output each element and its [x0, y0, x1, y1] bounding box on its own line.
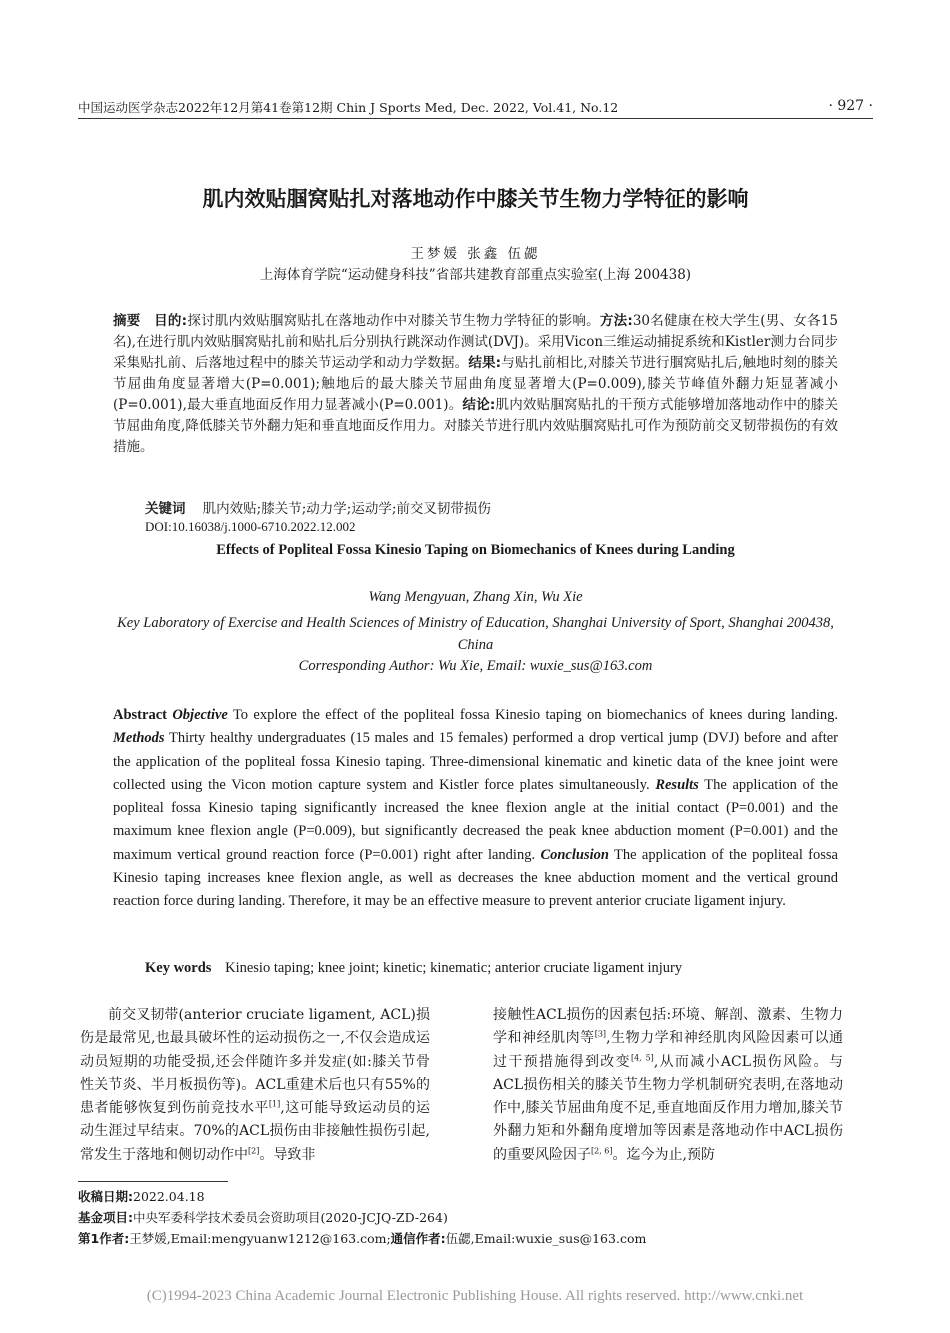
methods-label: 方法:	[599, 313, 633, 329]
body-left-text-b: ,这可能导致运动员的运动生涯过早结束。70%的ACL损伤由非接触性损伤引起,常发生于落地和侧切动作中	[80, 1100, 431, 1163]
running-header	[78, 98, 873, 119]
results-text: 与贴扎前相比,对膝关节进行腘窝贴扎后,触地时刻的膝关节屈曲角度显著增大(P=0.001);触地后的最大膝关节屈曲角度显著增大(P=0.009),膝关节峰值外翻力矩显著减小(P=0.001),最大垂直地面反作用力显著减小(P=0.001)。	[113, 355, 838, 413]
conclusion-text: 肌内效贴腘窝贴扎的干预方式能够增加落地动作中的膝关节屈曲角度,降低膝关节外翻力矩和垂直地面反作用力。对膝关节进行肌内效贴腘窝贴扎可作为预防前交叉韧带损伤的有效措施。	[113, 397, 839, 455]
objective-en-label: Objective	[172, 707, 228, 723]
body-right-text-c: ,从而减小ACL损伤风险。与ACL损伤相关的膝关节生物力学机制研究表明,在落地动作中,膝关节屈曲角度不足,垂直地面反作用力增加,膝关节外翻力矩和外翻角度增加等因素是落地动作中ACL损伤的重要风险因子	[493, 1053, 843, 1163]
footnote-authors	[78, 1228, 873, 1249]
journal-citation: 中国运动医学杂志2022年12月第41卷第12期 Chin J Sports Med, Dec. 2022, Vol.41, No.12	[78, 100, 619, 115]
citation-ref-3: [3]	[594, 1029, 607, 1039]
fund-label: 基金项目:	[78, 1210, 133, 1225]
corresponding-author-english: Corresponding Author: Wu Xie, Email: wuxie_sus@163.com	[298, 658, 653, 674]
footnote-received	[78, 1186, 873, 1207]
body-right-text-d: 。迄今为止,预防	[612, 1146, 715, 1163]
authors-english: Wang Mengyuan, Zhang Xin, Wu Xie	[368, 589, 583, 605]
conclusion-label: 结论:	[462, 397, 496, 413]
fund-text: 中央军委科学技术委员会资助项目(2020-JCJQ-ZD-264)	[133, 1210, 448, 1225]
objective-label: 目的:	[154, 313, 188, 329]
results-en-text: The application of the popliteal fossa Kinesio taping significantly increased the knee flexion angle at the initial contact (P=0.001) and the maximum knee flexion angle (P=0.009), but significantly decreased the peak knee abduction moment (P=0.001) and the maximum vertical ground reaction force (P=0.001) right after landing.	[113, 776, 838, 863]
body-column-right	[493, 1004, 843, 1167]
body-left-text-a: 前交叉韧带(anterior cruciate ligament, ACL)损伤是最常见,也最具破坏性的运动损伤之一,不仅会造成运动员短期的功能受损,还会伴随许多并发症(如:膝关节骨性关节炎、半月板损伤等)。ACL重建术后也只有55%的患者能够恢复到伤前竞技水平	[80, 1007, 430, 1117]
keywords-english	[145, 960, 845, 977]
keywords-chinese	[145, 497, 845, 517]
methods-en-text: Thirty healthy undergraduates (15 males and 15 females) performed a drop vertical jump (DVJ) before and after the application of the popliteal fossa Kinesio taping. Three-dimensional kinematic and kinetic data of the knee joint were collected using the Vicon motion capture system and Kistler force plates simultaneously.	[113, 730, 838, 793]
footnote-fund	[78, 1207, 873, 1228]
conclusion-en-text: The application of the popliteal fossa Kinesio taping increases knee flexion angle, as well as decreases the knee abduction moment and the vertical ground reaction force during landing. Therefore, it may be an effective measure to prevent anterior cruciate ligament injury.	[113, 846, 838, 910]
body-column-left	[80, 1004, 430, 1167]
results-en-label: Results	[655, 776, 699, 793]
footnote-separator	[78, 1181, 228, 1182]
affiliation-english: Key Laboratory of Exercise and Health Sciences of Ministry of Education, Shanghai University of Sport, Shanghai 200438, China	[117, 615, 834, 653]
keywords-en-label: Key words	[145, 960, 212, 976]
keywords-label: 关键词	[145, 501, 186, 517]
methods-en-label: Methods	[113, 730, 165, 747]
conclusion-en-label: Conclusion	[540, 846, 609, 863]
first-author-label: 第1作者:	[78, 1231, 130, 1246]
keywords-en-text: Kinesio taping; knee joint; kinetic; kinematic; anterior cruciate ligament injury	[225, 960, 683, 976]
results-label: 结果:	[468, 355, 502, 371]
keywords-text: 肌内效贴;膝关节;动力学;运动学;前交叉韧带损伤	[202, 501, 491, 517]
abstract-en-label: Abstract	[113, 707, 167, 723]
received-date: 2022.04.18	[133, 1189, 205, 1204]
title-chinese: 肌内效贴腘窝贴扎对落地动作中膝关节生物力学特征的影响	[202, 187, 749, 211]
citation-ref-1: [1]	[268, 1099, 281, 1109]
first-author-text: 王梦媛,Email:mengyuanw1212@163.com;	[129, 1231, 391, 1246]
footnotes	[78, 1186, 873, 1249]
title-english: Effects of Popliteal Fossa Kinesio Taping on Biomechanics of Knees during Landing	[216, 542, 735, 558]
copyright-watermark: (C)1994-2023 China Academic Journal Electronic Publishing House. All rights reserved. http://www.cnki.net	[146, 1288, 804, 1304]
objective-text: 探讨肌内效贴腘窝贴扎在落地动作中对膝关节生物力学特征的影响。	[187, 313, 600, 329]
abstract-chinese	[113, 311, 838, 458]
abstract-label: 摘要	[113, 313, 141, 329]
methods-text: 30名健康在校大学生(男、女各15名),在进行肌内效贴腘窝贴扎前和贴扎后分别执行跳深动作测试(DVJ)。采用Vicon三维运动捕捉系统和Kistler测力台同步采集贴扎前、后落地过程中的膝关节运动学和动力学数据。	[113, 313, 838, 371]
affiliation-chinese: 上海体育学院“运动健身科技”省部共建教育部重点实验室(上海 200438)	[259, 267, 692, 283]
citation-ref-2: [2]	[248, 1146, 260, 1156]
body-right-text-a: 接触性ACL损伤的因素包括:环境、解剖、激素、生物力学和神经肌肉等	[493, 1007, 843, 1047]
body-left-text-c: 。导致非	[259, 1146, 316, 1163]
authors-chinese: 王梦媛 张鑫 伍勰	[410, 246, 541, 262]
objective-en-text: To explore the effect of the popliteal fossa Kinesio taping on biomechanics of knees during landing.	[227, 707, 838, 723]
doi: DOI:10.16038/j.1000-6710.2022.12.002	[145, 519, 356, 534]
body-right-text-b: ,生物力学和神经肌肉风险因素可以通过干预措施得到改变	[493, 1030, 844, 1070]
citation-ref-4-5: [4, 5]	[630, 1052, 654, 1062]
abstract-english	[113, 704, 838, 914]
received-label: 收稿日期:	[78, 1189, 133, 1204]
citation-ref-2-6: [2, 6]	[591, 1146, 613, 1156]
page-number: · 927 ·	[828, 98, 873, 114]
corresponding-text: 伍勰,Email:wuxie_sus@163.com	[445, 1231, 647, 1246]
corresponding-label: 通信作者:	[390, 1231, 446, 1246]
